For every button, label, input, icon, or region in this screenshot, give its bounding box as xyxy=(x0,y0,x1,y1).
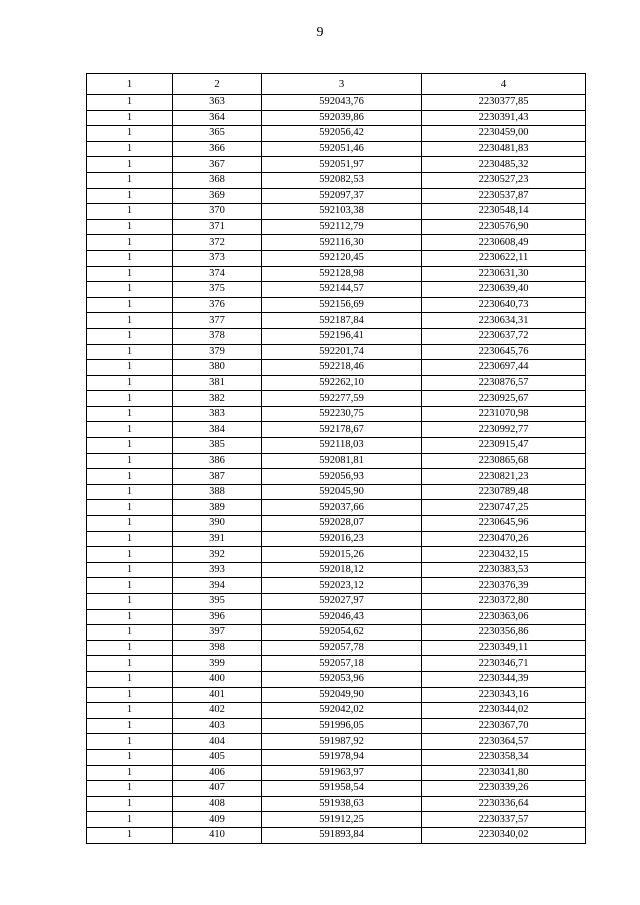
table-cell-col-2: 372 xyxy=(173,235,262,251)
table-cell-col-1: 1 xyxy=(87,453,173,469)
table-cell-col-1: 1 xyxy=(87,95,173,111)
table-cell-col-2: 402 xyxy=(173,703,262,719)
table-cell-col-4: 2230865,68 xyxy=(422,453,586,469)
column-header-4: 4 xyxy=(422,74,586,95)
table-cell-col-1: 1 xyxy=(87,235,173,251)
table-row xyxy=(87,360,586,376)
table-row xyxy=(87,188,586,204)
table-cell-col-4: 2230383,53 xyxy=(422,562,586,578)
table-cell-col-3: 591938,63 xyxy=(262,796,422,812)
table-cell-col-1: 1 xyxy=(87,812,173,828)
table-cell-col-1: 1 xyxy=(87,172,173,188)
table-row xyxy=(87,516,586,532)
table-cell-col-2: 392 xyxy=(173,547,262,563)
table-cell-col-3: 592018,12 xyxy=(262,562,422,578)
table-cell-col-4: 2230485,32 xyxy=(422,157,586,173)
table-cell-col-2: 408 xyxy=(173,796,262,812)
table-cell-col-1: 1 xyxy=(87,282,173,298)
table-row xyxy=(87,266,586,282)
table-cell-col-4: 2230747,25 xyxy=(422,500,586,516)
table-cell-col-2: 381 xyxy=(173,375,262,391)
table-cell-col-3: 591987,92 xyxy=(262,734,422,750)
table-cell-col-4: 2230343,16 xyxy=(422,687,586,703)
table-cell-col-1: 1 xyxy=(87,110,173,126)
table-row xyxy=(87,95,586,111)
table-cell-col-4: 2230548,14 xyxy=(422,204,586,220)
table-cell-col-1: 1 xyxy=(87,562,173,578)
table-cell-col-4: 2230915,47 xyxy=(422,438,586,454)
table-cell-col-4: 2230789,48 xyxy=(422,484,586,500)
table-cell-col-3: 592187,84 xyxy=(262,313,422,329)
table-cell-col-2: 383 xyxy=(173,406,262,422)
table-row xyxy=(87,453,586,469)
table-cell-col-2: 406 xyxy=(173,765,262,781)
table-cell-col-3: 592045,90 xyxy=(262,484,422,500)
table-row xyxy=(87,297,586,313)
table-cell-col-4: 2230363,06 xyxy=(422,609,586,625)
table-cell-col-1: 1 xyxy=(87,500,173,516)
table-cell-col-2: 373 xyxy=(173,250,262,266)
table-cell-col-2: 374 xyxy=(173,266,262,282)
table-cell-col-3: 592230,75 xyxy=(262,406,422,422)
column-header-1: 1 xyxy=(87,74,173,95)
table-cell-col-4: 2230637,72 xyxy=(422,328,586,344)
table-row xyxy=(87,469,586,485)
table-cell-col-1: 1 xyxy=(87,609,173,625)
table-cell-col-2: 380 xyxy=(173,360,262,376)
table-row xyxy=(87,219,586,235)
table-cell-col-1: 1 xyxy=(87,469,173,485)
table-row xyxy=(87,703,586,719)
column-header-3: 3 xyxy=(262,74,422,95)
table-cell-col-1: 1 xyxy=(87,531,173,547)
table-cell-col-3: 592112,79 xyxy=(262,219,422,235)
table-cell-col-1: 1 xyxy=(87,391,173,407)
table-cell-col-1: 1 xyxy=(87,438,173,454)
table-cell-col-1: 1 xyxy=(87,734,173,750)
table-row xyxy=(87,126,586,142)
table-cell-col-1: 1 xyxy=(87,266,173,282)
table-cell-col-1: 1 xyxy=(87,687,173,703)
table-cell-col-4: 2230925,67 xyxy=(422,391,586,407)
table-cell-col-1: 1 xyxy=(87,375,173,391)
table-row xyxy=(87,391,586,407)
table-cell-col-2: 394 xyxy=(173,578,262,594)
table-cell-col-2: 371 xyxy=(173,219,262,235)
table-cell-col-1: 1 xyxy=(87,765,173,781)
table-cell-col-3: 592262,10 xyxy=(262,375,422,391)
table-row xyxy=(87,827,586,843)
table-cell-col-1: 1 xyxy=(87,718,173,734)
table-cell-col-3: 592128,98 xyxy=(262,266,422,282)
table-cell-col-3: 592027,97 xyxy=(262,594,422,610)
table-cell-col-2: 403 xyxy=(173,718,262,734)
table-cell-col-2: 398 xyxy=(173,640,262,656)
table-row xyxy=(87,718,586,734)
table-cell-col-3: 592016,23 xyxy=(262,531,422,547)
table-cell-col-2: 378 xyxy=(173,328,262,344)
table-cell-col-4: 2230631,30 xyxy=(422,266,586,282)
table-row xyxy=(87,438,586,454)
table-row xyxy=(87,734,586,750)
table-cell-col-2: 391 xyxy=(173,531,262,547)
table-row xyxy=(87,749,586,765)
table-row xyxy=(87,172,586,188)
table-cell-col-4: 2230372,80 xyxy=(422,594,586,610)
table-cell-col-1: 1 xyxy=(87,204,173,220)
table-cell-col-4: 2230391,43 xyxy=(422,110,586,126)
table-row xyxy=(87,609,586,625)
table-cell-col-4: 2230876,57 xyxy=(422,375,586,391)
table-cell-col-4: 2230622,11 xyxy=(422,250,586,266)
table-cell-col-1: 1 xyxy=(87,219,173,235)
table-cell-col-2: 379 xyxy=(173,344,262,360)
table-cell-col-3: 592196,41 xyxy=(262,328,422,344)
table-cell-col-1: 1 xyxy=(87,703,173,719)
table-row xyxy=(87,578,586,594)
table-cell-col-3: 592046,43 xyxy=(262,609,422,625)
table-row xyxy=(87,282,586,298)
table-row xyxy=(87,110,586,126)
table-cell-col-3: 592178,67 xyxy=(262,422,422,438)
table-cell-col-2: 375 xyxy=(173,282,262,298)
table-cell-col-1: 1 xyxy=(87,781,173,797)
table-cell-col-3: 592051,46 xyxy=(262,141,422,157)
table-cell-col-2: 369 xyxy=(173,188,262,204)
table-cell-col-3: 592015,26 xyxy=(262,547,422,563)
table-row xyxy=(87,313,586,329)
table-cell-col-2: 407 xyxy=(173,781,262,797)
table-cell-col-3: 592097,37 xyxy=(262,188,422,204)
table-cell-col-1: 1 xyxy=(87,126,173,142)
table-cell-col-4: 2230356,86 xyxy=(422,625,586,641)
table-cell-col-3: 591996,05 xyxy=(262,718,422,734)
table-cell-col-3: 592039,86 xyxy=(262,110,422,126)
table-cell-col-2: 384 xyxy=(173,422,262,438)
table-cell-col-3: 592103,38 xyxy=(262,204,422,220)
table-row xyxy=(87,765,586,781)
table-row xyxy=(87,484,586,500)
column-header-2: 2 xyxy=(173,74,262,95)
table-cell-col-3: 592144,57 xyxy=(262,282,422,298)
table-cell-col-4: 2230340,02 xyxy=(422,827,586,843)
table-cell-col-4: 2230639,40 xyxy=(422,282,586,298)
table-cell-col-4: 2230992,77 xyxy=(422,422,586,438)
table-row xyxy=(87,640,586,656)
table-cell-col-3: 592218,46 xyxy=(262,360,422,376)
table-cell-col-3: 591958,54 xyxy=(262,781,422,797)
table-cell-col-3: 592277,59 xyxy=(262,391,422,407)
table-cell-col-3: 592116,30 xyxy=(262,235,422,251)
table-cell-col-1: 1 xyxy=(87,188,173,204)
table-cell-col-4: 2230481,83 xyxy=(422,141,586,157)
table-cell-col-3: 592043,76 xyxy=(262,95,422,111)
table-cell-col-2: 363 xyxy=(173,95,262,111)
table-cell-col-4: 2230339,26 xyxy=(422,781,586,797)
table-cell-col-1: 1 xyxy=(87,671,173,687)
table-cell-col-3: 592051,97 xyxy=(262,157,422,173)
table-cell-col-3: 592049,90 xyxy=(262,687,422,703)
table-cell-col-4: 2230645,76 xyxy=(422,344,586,360)
table-row xyxy=(87,406,586,422)
table-row xyxy=(87,235,586,251)
table-cell-col-3: 592156,69 xyxy=(262,297,422,313)
table-cell-col-2: 376 xyxy=(173,297,262,313)
table-cell-col-1: 1 xyxy=(87,640,173,656)
table-cell-col-4: 2230346,71 xyxy=(422,656,586,672)
table-cell-col-4: 2230377,85 xyxy=(422,95,586,111)
table-cell-col-2: 405 xyxy=(173,749,262,765)
table-cell-col-4: 2230640,73 xyxy=(422,297,586,313)
table-cell-col-2: 368 xyxy=(173,172,262,188)
table-cell-col-4: 2230341,80 xyxy=(422,765,586,781)
table-cell-col-3: 591963,97 xyxy=(262,765,422,781)
table-cell-col-3: 592118,03 xyxy=(262,438,422,454)
table-cell-col-4: 2230697,44 xyxy=(422,360,586,376)
table-cell-col-3: 592056,42 xyxy=(262,126,422,142)
table-cell-col-2: 377 xyxy=(173,313,262,329)
table-cell-col-2: 396 xyxy=(173,609,262,625)
table-cell-col-1: 1 xyxy=(87,578,173,594)
table-cell-col-4: 2230821,23 xyxy=(422,469,586,485)
table-cell-col-3: 592053,96 xyxy=(262,671,422,687)
table-cell-col-2: 397 xyxy=(173,625,262,641)
table-cell-col-1: 1 xyxy=(87,625,173,641)
table-cell-col-4: 2230645,96 xyxy=(422,516,586,532)
table-cell-col-4: 2230358,34 xyxy=(422,749,586,765)
table-cell-col-2: 370 xyxy=(173,204,262,220)
table-cell-col-3: 592081,81 xyxy=(262,453,422,469)
table-cell-col-4: 2230376,39 xyxy=(422,578,586,594)
table-cell-col-1: 1 xyxy=(87,360,173,376)
page-number: 9 xyxy=(316,25,324,40)
table-row xyxy=(87,422,586,438)
table-cell-col-1: 1 xyxy=(87,547,173,563)
table-cell-col-1: 1 xyxy=(87,656,173,672)
table-cell-col-2: 387 xyxy=(173,469,262,485)
table-cell-col-4: 2231070,98 xyxy=(422,406,586,422)
table-cell-col-1: 1 xyxy=(87,516,173,532)
table-cell-col-2: 390 xyxy=(173,516,262,532)
table-cell-col-3: 592082,53 xyxy=(262,172,422,188)
table-cell-col-3: 592037,66 xyxy=(262,500,422,516)
table-row xyxy=(87,375,586,391)
table-cell-col-2: 399 xyxy=(173,656,262,672)
table-cell-col-2: 401 xyxy=(173,687,262,703)
table-body xyxy=(87,95,586,844)
table-cell-col-1: 1 xyxy=(87,484,173,500)
table-cell-col-3: 592057,18 xyxy=(262,656,422,672)
table-cell-col-1: 1 xyxy=(87,328,173,344)
table-cell-col-1: 1 xyxy=(87,796,173,812)
table-cell-col-2: 385 xyxy=(173,438,262,454)
table-row xyxy=(87,547,586,563)
table-cell-col-4: 2230349,11 xyxy=(422,640,586,656)
table-cell-col-2: 388 xyxy=(173,484,262,500)
table-cell-col-4: 2230459,00 xyxy=(422,126,586,142)
table-cell-col-3: 591978,94 xyxy=(262,749,422,765)
table-row xyxy=(87,328,586,344)
table-cell-col-4: 2230537,87 xyxy=(422,188,586,204)
table-cell-col-4: 2230336,64 xyxy=(422,796,586,812)
table-cell-col-2: 386 xyxy=(173,453,262,469)
table-row xyxy=(87,250,586,266)
table-cell-col-2: 395 xyxy=(173,594,262,610)
table-cell-col-1: 1 xyxy=(87,313,173,329)
table-header-row xyxy=(87,74,586,95)
table-row xyxy=(87,500,586,516)
table-row xyxy=(87,531,586,547)
table-cell-col-2: 410 xyxy=(173,827,262,843)
table-row xyxy=(87,656,586,672)
table-cell-col-3: 592057,78 xyxy=(262,640,422,656)
table-cell-col-2: 382 xyxy=(173,391,262,407)
table-cell-col-1: 1 xyxy=(87,594,173,610)
table-cell-col-2: 409 xyxy=(173,812,262,828)
table-cell-col-4: 2230364,57 xyxy=(422,734,586,750)
table-cell-col-1: 1 xyxy=(87,250,173,266)
table-cell-col-2: 365 xyxy=(173,126,262,142)
table-cell-col-4: 2230344,39 xyxy=(422,671,586,687)
table-cell-col-1: 1 xyxy=(87,344,173,360)
table-cell-col-3: 591893,84 xyxy=(262,827,422,843)
table-cell-col-4: 2230470,26 xyxy=(422,531,586,547)
table-cell-col-1: 1 xyxy=(87,157,173,173)
table-row xyxy=(87,687,586,703)
table-cell-col-1: 1 xyxy=(87,749,173,765)
table-cell-col-2: 404 xyxy=(173,734,262,750)
table-cell-col-3: 592028,07 xyxy=(262,516,422,532)
table-cell-col-1: 1 xyxy=(87,406,173,422)
table-row xyxy=(87,796,586,812)
table-cell-col-2: 393 xyxy=(173,562,262,578)
table-cell-col-2: 366 xyxy=(173,141,262,157)
table-row xyxy=(87,157,586,173)
table-row xyxy=(87,812,586,828)
table-cell-col-3: 592201,74 xyxy=(262,344,422,360)
table-cell-col-3: 592120,45 xyxy=(262,250,422,266)
table-row xyxy=(87,781,586,797)
table-row xyxy=(87,594,586,610)
table-cell-col-3: 592056,93 xyxy=(262,469,422,485)
table-cell-col-1: 1 xyxy=(87,422,173,438)
table-cell-col-4: 2230608,49 xyxy=(422,235,586,251)
table-cell-col-4: 2230367,70 xyxy=(422,718,586,734)
table-cell-col-3: 592023,12 xyxy=(262,578,422,594)
table-row xyxy=(87,625,586,641)
table-row xyxy=(87,671,586,687)
table-cell-col-2: 364 xyxy=(173,110,262,126)
table-cell-col-3: 592054,62 xyxy=(262,625,422,641)
table-cell-col-2: 367 xyxy=(173,157,262,173)
table-cell-col-4: 2230344,02 xyxy=(422,703,586,719)
table-cell-col-1: 1 xyxy=(87,827,173,843)
table-cell-col-4: 2230432,15 xyxy=(422,547,586,563)
table-row xyxy=(87,204,586,220)
table-cell-col-2: 389 xyxy=(173,500,262,516)
table-cell-col-4: 2230527,23 xyxy=(422,172,586,188)
table-cell-col-4: 2230576,90 xyxy=(422,219,586,235)
table-cell-col-3: 591912,25 xyxy=(262,812,422,828)
table-row xyxy=(87,141,586,157)
table-row xyxy=(87,562,586,578)
coordinates-table xyxy=(86,73,586,844)
table-cell-col-1: 1 xyxy=(87,297,173,313)
table-cell-col-4: 2230634,31 xyxy=(422,313,586,329)
table-row xyxy=(87,344,586,360)
table-cell-col-2: 400 xyxy=(173,671,262,687)
table-cell-col-1: 1 xyxy=(87,141,173,157)
table-cell-col-3: 592042,02 xyxy=(262,703,422,719)
table-cell-col-4: 2230337,57 xyxy=(422,812,586,828)
